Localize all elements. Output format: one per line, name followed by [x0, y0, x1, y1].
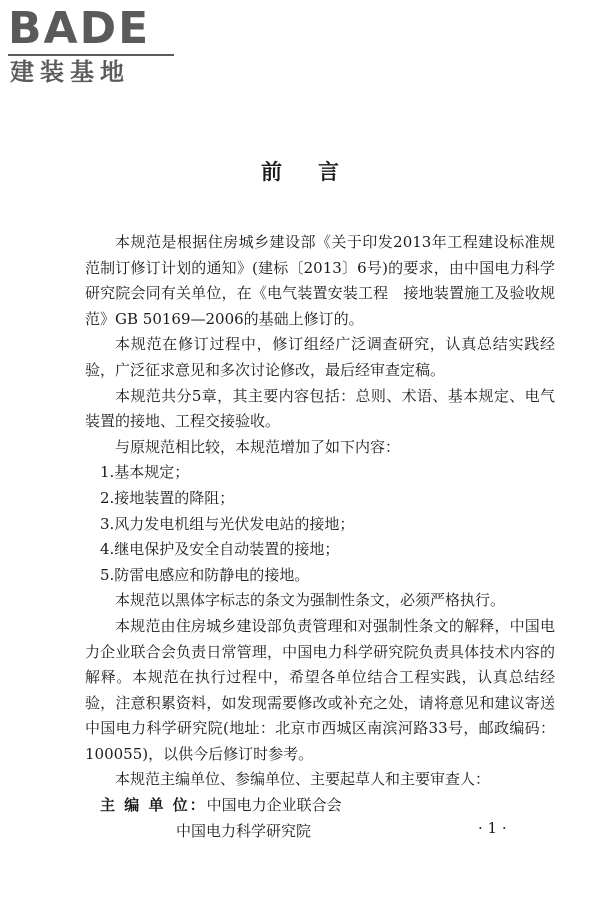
list-item: 3.风力发电机组与光伏发电站的接地；: [100, 514, 355, 533]
document-body: [85, 230, 555, 844]
logo-subtitle: 建装基地: [10, 58, 130, 86]
paragraph: 本规范共分5章，其主要内容包括：总则、术语、基本规定、电气装置的接地、工程交接验收。: [85, 386, 555, 431]
list-item: 5.防雷电感应和防静电的接地。: [100, 565, 310, 584]
brand-logo: [8, 3, 176, 86]
chief-editor-line: [100, 793, 555, 819]
paragraph: 本规范主编单位、参编单位、主要起草人和主要审查人：: [115, 770, 491, 789]
paragraph: 与原规范相比较，本规范增加了如下内容：: [115, 437, 401, 456]
chief-editor-unit: 中国电力企业联合会: [206, 796, 342, 815]
chief-editor-label: 主 编 单 位：: [100, 796, 207, 815]
list-item: 2.接地装置的降阻；: [100, 488, 235, 507]
list-item: 4.继电保护及安全自动装置的接地；: [100, 540, 340, 559]
list-item: 1.基本规定；: [100, 463, 190, 482]
logo-wordmark: BADE: [8, 3, 151, 54]
page-title: 前言: [261, 160, 375, 184]
chief-editor-unit: 中国电力科学研究院: [176, 821, 312, 840]
page-number: · 1 ·: [478, 819, 507, 837]
paragraph: 本规范以黑体字标志的条文为强制性条文，必须严格执行。: [115, 591, 506, 610]
paragraph: 本规范在修订过程中，修订组经广泛调查研究，认真总结实践经验，广泛征求意见和多次讨论修改，最后经审查定稿。: [85, 335, 555, 379]
paragraph: 本规范由住房城乡建设部负责管理和对强制性条文的解释，中国电力企业联合会负责日常管理，中国电力科学研究院负责具体技术内容的解释。本规范在执行过程中，希望各单位结合工程实践，认真总结经验，注意积累资料，如发现需要修改或补充之处，请将意见和建议寄送中国电力科学研究院(地址：北京市西城区南滨河路33号，邮政编码：100055)，以供今后修订时参考。: [85, 616, 555, 763]
paragraph: 本规范是根据住房城乡建设部《关于印发2013年工程建设标准规范制订修订计划的通知》(建标〔2013〕6号)的要求，由中国电力科学研究院会同有关单位，在《电气装置安装工程 接地装置施工及验收规范》GB 50169—2006的基础上修订的。: [85, 233, 555, 328]
logo-divider: [8, 54, 174, 56]
